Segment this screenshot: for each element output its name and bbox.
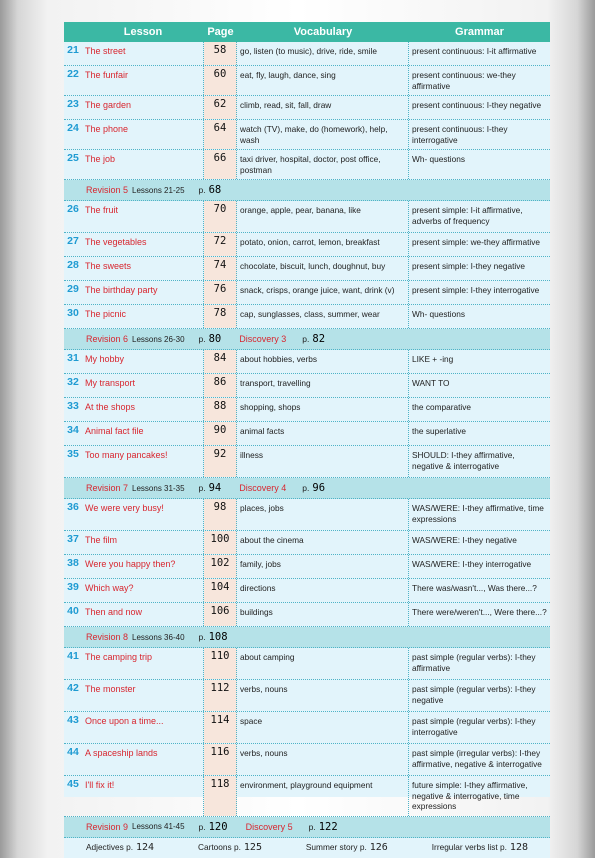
table-row: 31 My hobby 84 about hobbies, verbs LIKE + -ing	[64, 350, 550, 374]
discovery-link[interactable]: Discovery 3	[239, 334, 287, 344]
table-row: 36 We were very busy! 98 places, jobs WAS/WERE: I-they affirmative, time expressions	[64, 499, 550, 531]
table-row: 21 The street 58 go, listen (to music), drive, ride, smile present continuous: I-it affirmative	[64, 42, 550, 66]
table-row: 28 The sweets 74 chocolate, biscuit, lunch, doughnut, buy present simple: I-they negative	[64, 257, 550, 281]
table-row: 26 The fruit 70 orange, apple, pear, banana, like present simple: I-it affirmative, adverbs of frequency	[64, 201, 550, 233]
revision-link[interactable]: Revision 6	[86, 334, 129, 344]
table-row: 39 Which way? 104 directions There was/wasn't..., Was there...?	[64, 579, 550, 603]
footer-links	[64, 838, 550, 858]
lesson-title[interactable]: The job	[82, 150, 204, 179]
lesson-title[interactable]: Animal fact file	[82, 422, 204, 445]
header-lesson: Lesson	[123, 26, 163, 38]
discovery-link[interactable]: Discovery 5	[245, 821, 293, 832]
table-row: 37 The film 100 about the cinema WAS/WERE: I-they negative	[64, 531, 550, 555]
page-number: 114	[204, 712, 237, 743]
table-row: 43 Once upon a time... 114 space past simple (regular verbs): I-they interrogative	[64, 712, 550, 744]
lesson-title[interactable]: The fruit	[82, 201, 204, 232]
table-row: 22 The funfair 60 eat, fly, laugh, dance, sing present continuous: we-they affirmative	[64, 66, 550, 96]
page-number: 110	[204, 648, 237, 679]
table-row: 41 The camping trip 110 about camping past simple (regular verbs): I-they affirmative	[64, 648, 550, 680]
table-row: 42 The monster 112 verbs, nouns past simple (regular verbs): I-they negative	[64, 680, 550, 712]
page-number: 112	[204, 680, 237, 711]
page-number: 74	[204, 257, 237, 280]
lesson-title[interactable]: The street	[82, 42, 204, 65]
revision-link[interactable]: Revision 9	[86, 821, 129, 832]
table-header	[64, 22, 550, 42]
header-page: Page	[207, 26, 234, 38]
lesson-title[interactable]: Too many pancakes!	[82, 446, 204, 477]
page-number: 92	[204, 446, 237, 477]
lesson-title[interactable]: The film	[82, 531, 204, 554]
table-row: 32 My transport 86 transport, travelling WANT TO	[64, 374, 550, 398]
page-number: 118	[204, 776, 237, 816]
revision-link[interactable]: Revision 8	[86, 632, 129, 642]
revision-bar: Revision 9 Lessons 41-45 p. 120 Discovery 5 p. 122	[64, 817, 550, 838]
revision-bar: Revision 5 Lessons 21-25 p. 68	[64, 180, 550, 201]
page-number: 72	[204, 233, 237, 256]
page-number: 106	[204, 603, 237, 626]
lesson-title[interactable]: Which way?	[82, 579, 204, 602]
table-row: 34 Animal fact file 90 animal facts the superlative	[64, 422, 550, 446]
lesson-title[interactable]: I'll fix it!	[82, 776, 204, 816]
page-number: 90	[204, 422, 237, 445]
table-row: 23 The garden 62 climb, read, sit, fall, draw present continuous: I-they negative	[64, 96, 550, 120]
lesson-title[interactable]: A spaceship lands	[82, 744, 204, 775]
lesson-title[interactable]: The birthday party	[82, 281, 204, 304]
table-row: 38 Were you happy then? 102 family, jobs WAS/WERE: I-they interrogative	[64, 555, 550, 579]
page-number: 62	[204, 96, 237, 119]
page-number: 76	[204, 281, 237, 304]
page-number: 60	[204, 66, 237, 95]
lesson-title[interactable]: The funfair	[82, 66, 204, 95]
lesson-title[interactable]: The vegetables	[82, 233, 204, 256]
page-number: 102	[204, 555, 237, 578]
page-number: 86	[204, 374, 237, 397]
revision-bar: Revision 6 Lessons 26-30 p. 80 Discovery 3 p. 82	[64, 329, 550, 350]
lesson-title[interactable]: The picnic	[82, 305, 204, 328]
revision-bar: Revision 7 Lessons 31-35 p. 94 Discovery 4 p. 96	[64, 478, 550, 499]
lesson-title[interactable]: Then and now	[82, 603, 204, 626]
discovery-link[interactable]: Discovery 4	[239, 483, 287, 493]
table-row: 24 The phone 64 watch (TV), make, do (homework), help, wash present continuous: I-they interrogative	[64, 120, 550, 150]
lesson-title[interactable]: The monster	[82, 680, 204, 711]
page-number: 98	[204, 499, 237, 530]
table-row: 44 A spaceship lands 116 verbs, nouns past simple (irregular verbs): I-they affirmative, negative & interrogative	[64, 744, 550, 776]
table-row: 40 Then and now 106 buildings There were/weren't..., Were there...?	[64, 603, 550, 627]
table-row: 33 At the shops 88 shopping, shops the comparative	[64, 398, 550, 422]
revision-link[interactable]: Revision 5	[86, 185, 129, 195]
page-number: 84	[204, 350, 237, 373]
footer-item-irregular-verbs[interactable]: Irregular verbs list p. 128	[431, 842, 528, 853]
page-number: 104	[204, 579, 237, 602]
page-number: 78	[204, 305, 237, 328]
table-row: 25 The job 66 taxi driver, hospital, doctor, post office, postman Wh- questions	[64, 150, 550, 180]
page-number: 116	[204, 744, 237, 775]
lesson-title[interactable]: The camping trip	[82, 648, 204, 679]
revision-bar: Revision 8 Lessons 36-40 p. 108	[64, 627, 550, 648]
lesson-title[interactable]: We were very busy!	[82, 499, 204, 530]
lesson-title[interactable]: The garden	[82, 96, 204, 119]
page-number: 100	[204, 531, 237, 554]
page-number: 58	[204, 42, 237, 65]
table-row: 27 The vegetables 72 potato, onion, carrot, lemon, breakfast present simple: we-they affirmative	[64, 233, 550, 257]
contents-page	[64, 22, 550, 853]
lesson-title[interactable]: My transport	[82, 374, 204, 397]
lesson-title[interactable]: The sweets	[82, 257, 204, 280]
lesson-title[interactable]: My hobby	[82, 350, 204, 373]
table-row: 35 Too many pancakes! 92 illness SHOULD: I-they affirmative, negative & interrogative	[64, 446, 550, 478]
page-number: 64	[204, 120, 237, 149]
header-vocabulary: Vocabulary	[293, 26, 353, 38]
page-number: 66	[204, 150, 237, 179]
lesson-title[interactable]: Were you happy then?	[82, 555, 204, 578]
page-number: 88	[204, 398, 237, 421]
lesson-title[interactable]: Once upon a time...	[82, 712, 204, 743]
table-row: 30 The picnic 78 cap, sunglasses, class, summer, wear Wh- questions	[64, 305, 550, 329]
revision-link[interactable]: Revision 7	[86, 483, 129, 493]
footer-item-summer-story[interactable]: Summer story p. 126	[305, 842, 388, 853]
header-grammar: Grammar	[455, 26, 504, 38]
footer-item-cartoons[interactable]: Cartoons p. 125	[198, 842, 262, 853]
footer-item-adjectives[interactable]: Adjectives p. 124	[85, 842, 155, 853]
lesson-title[interactable]: The phone	[82, 120, 204, 149]
table-row: 29 The birthday party 76 snack, crisps, orange juice, want, drink (v) present simple: I-they interrogative	[64, 281, 550, 305]
table-row: 45 I'll fix it! 118 environment, playground equipment future simple: I-they affirmative, negative & interrogative, time expressions	[64, 776, 550, 817]
lesson-title[interactable]: At the shops	[82, 398, 204, 421]
page-number: 70	[204, 201, 237, 232]
